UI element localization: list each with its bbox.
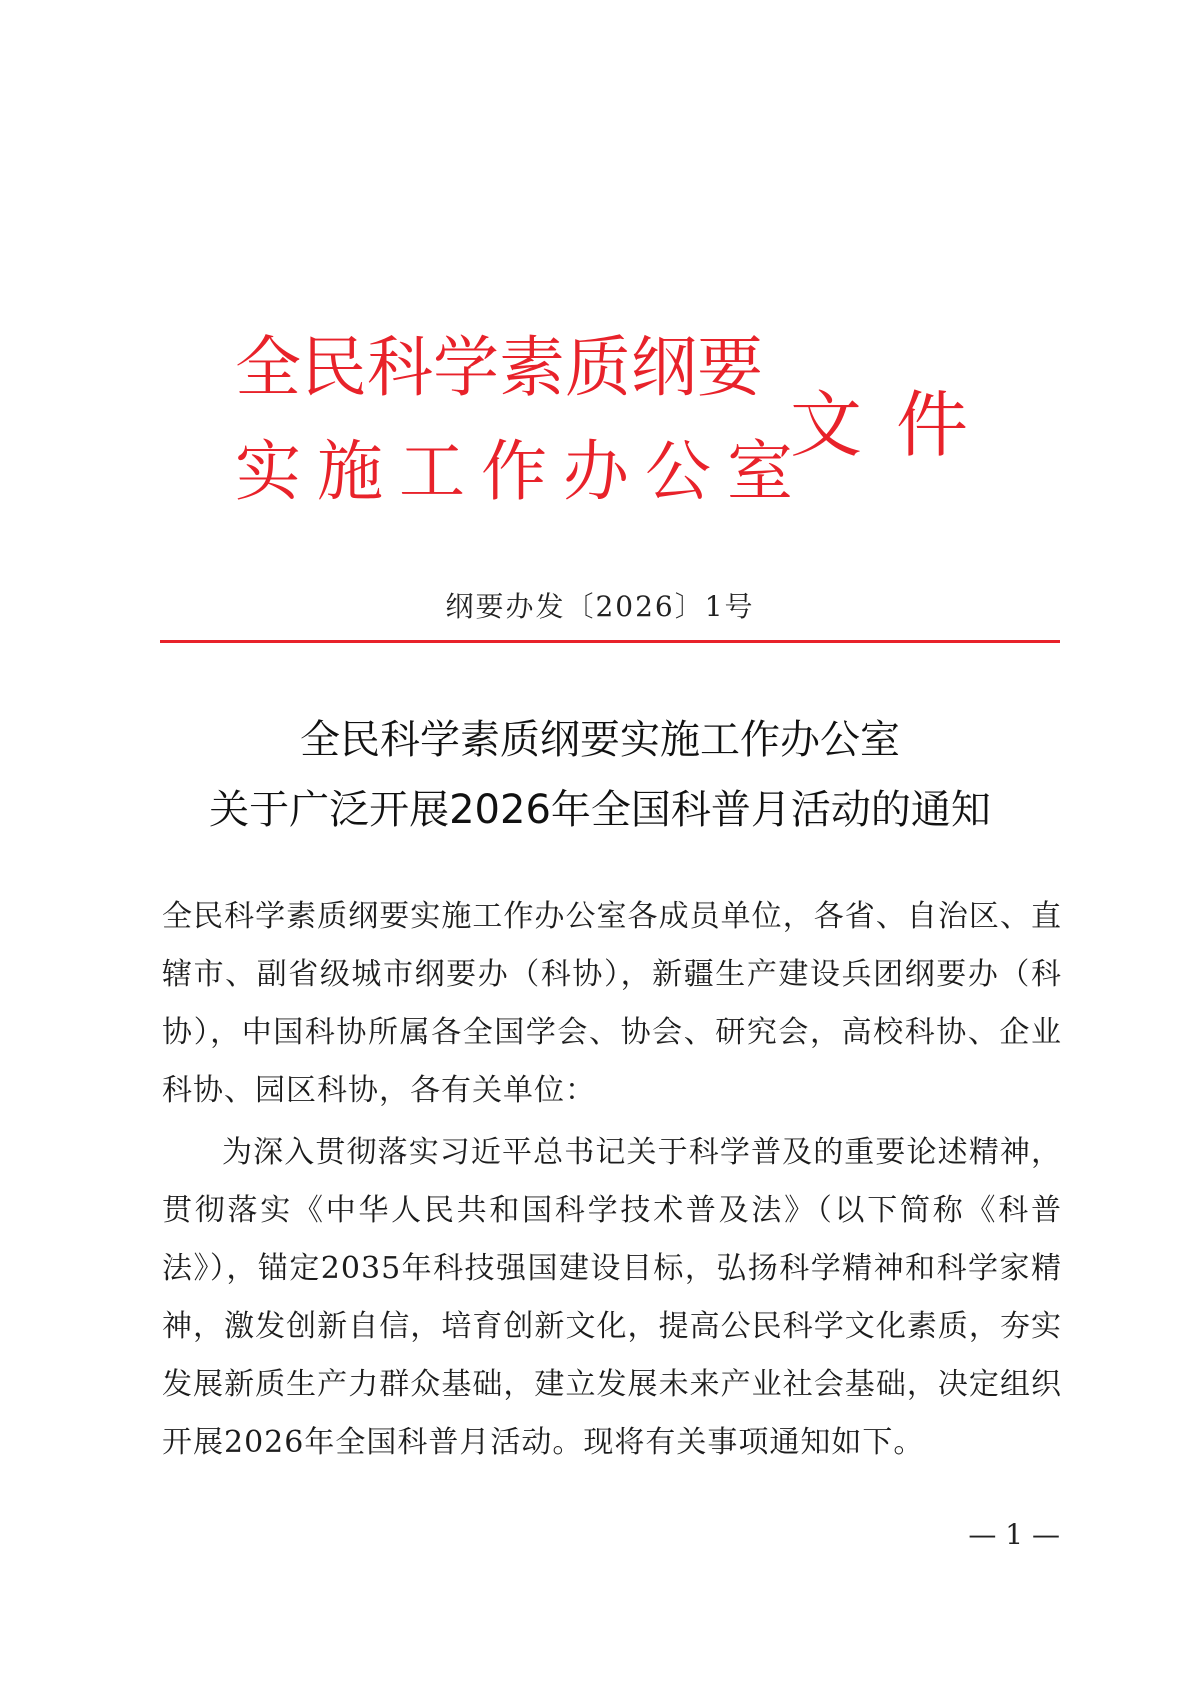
masthead-issuer-line-1: 全民科学素质纲要	[235, 329, 763, 406]
page-number: — 1 —	[968, 1518, 1060, 1551]
red-divider-line	[160, 640, 1060, 643]
masthead-document-label: 文件	[790, 383, 1003, 467]
addressee-paragraph: 全民科学素质纲要实施工作办公室各成员单位，各省、自治区、直辖市、副省级城市纲要办（科协），新疆生产建设兵团纲要办（科协），中国科协所属各全国学会、协会、研究会，高校科协、企业科协、园区科协，各有关单位：	[162, 899, 1062, 1108]
document-title-line-2: 关于广泛开展2026年全国科普月活动的通知	[209, 787, 991, 833]
document-number: 纲要办发〔2026〕1号	[445, 590, 755, 623]
red-masthead	[235, 320, 1003, 520]
body-paragraph-1: 为深入贯彻落实习近平总书记关于科学普及的重要论述精神，贯彻落实《中华人民共和国科学技术普及法》（以下简称《科普法》），锚定2035年科技强国建设目标，弘扬科学精神和科学家精神，激发创新自信，培育创新文化，提高公民科学文化素质，夯实发展新质生产力群众基础，建立发展未来产业社会基础，决定组织开展2026年全国科普月活动。现将有关事项通知如下。	[162, 1135, 1062, 1460]
masthead-issuer-line-2: 实施工作办公室	[235, 433, 809, 510]
document-title-line-1: 全民科学素质纲要实施工作办公室	[300, 717, 900, 763]
